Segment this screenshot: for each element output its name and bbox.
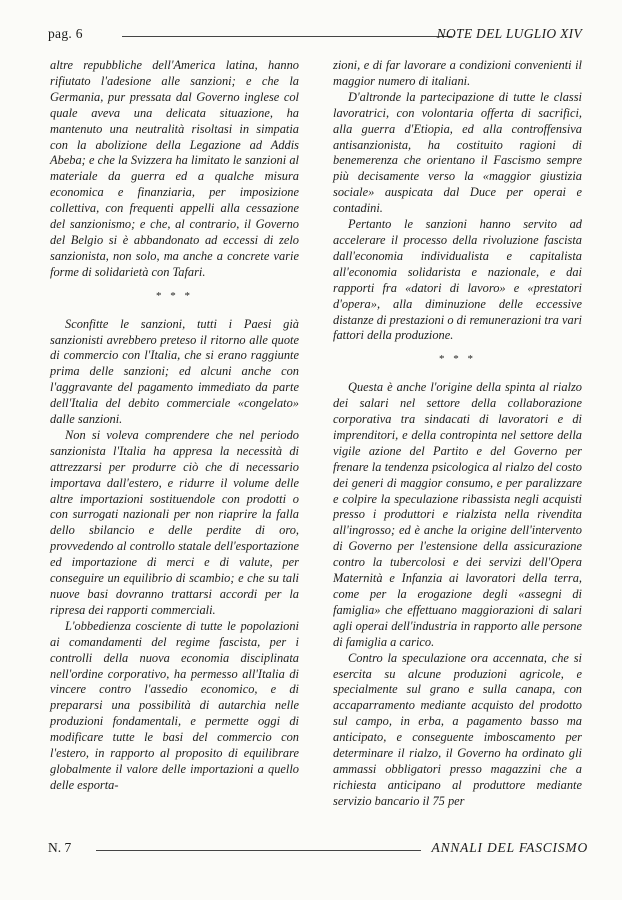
journal-name: ANNALI DEL FASCISMO <box>431 840 588 855</box>
paragraph: zioni, e di far lavorare a condizioni convenienti il maggior numero di italiani. <box>333 58 582 88</box>
running-title: NOTE DEL LUGLIO XIV <box>436 26 582 41</box>
page-footer <box>48 840 588 860</box>
right-column <box>333 58 582 810</box>
page-number: pag. 6 <box>48 26 83 41</box>
paragraph: D'altronde la partecipazione di tutte le classi lavoratrici, con volontaria offerta di sacrifici, alla guerra d'Etiopia, ed alla controffensiva antisanzionista, ha costituito ragioni di benemerenza che orientano il Fascismo sempre più decisamente verso la «maggior giustizia sociale» auspicata dal Duce per operai e contadini. <box>333 89 582 216</box>
header-rule <box>122 36 452 37</box>
issue-number: N. 7 <box>48 840 72 855</box>
paragraph: Contro la speculazione ora accennata, che si esercita su alcune produzioni agricole, e specialmente sul grano e sulla canapa, con accaparramento mediante acquisto del prodotto sul campo, in erba, a pagamento basso ma anticipato, e conseguente imboscamento per determinare il rialzo, il Governo ha ordinato gli ammassi obbligatori presso magazzini che a richiesta anticipano al produttore mediante servizio bancario il 75 per <box>333 650 582 808</box>
footer-rule <box>96 850 421 851</box>
paragraph: altre repubbliche dell'America latina, hanno rifiutato l'adesione alle sanzioni; e che la Germania, pur pressata dal Governo inglese col quale aveva una delicata situazione, ha mantenuto una neutralità risoltasi in simpatia con la abolizione della Legazione ad Addis Abeba; e che la Svizzera ha limitato le sanzioni al materiale da guerra ed a qualche misura economica e finanziaria, per imposizione collettiva, con frequenti appelli alla cessazione del sanzionismo; e che, al contrario, il Governo del Belgio si è abbandonato ad eccessi di zelo sanzionista, non solo, ma anche a concrete varie forme di solidarietà con Tafari. <box>50 58 299 279</box>
section-separator: * * * <box>156 289 193 302</box>
left-column <box>50 58 299 794</box>
paragraph: Sconfitte le sanzioni, tutti i Paesi già sanzionisti avrebbero preteso il ritorno alle quote di commercio con l'Italia, che si erano raggiunte prima delle sanzioni; ed alcuni anche con l'aggravante del pagamento immediato da parte dell'Italia del debito commerciale «congelato» dalle sanzioni. <box>50 316 299 427</box>
paragraph: Pertanto le sanzioni hanno servito ad accelerare il processo della rivoluzione fascista dall'economia individualista e capitalista all'economia solidarista e nazionale, e dai rapporti fra «datori di lavoro» e «prestatori d'opera», alla diminuzione delle eccessive distanze di prestazioni o di remunerazioni tra vari fattori della produzione. <box>333 217 582 343</box>
paragraph: Questa è anche l'origine della spinta al rialzo dei salari nel settore della collaborazione corporativa tra sindacati di lavoratori e di imprenditori, e della contropinta nel settore della vigile azione del Partito e del Governo per frenare la tendenza psicologica al rialzo del costo dei generi di maggior consumo, e per paralizzare e colpire la speculazione ribassista negli acquisti presso i produttori e rialzista nella rivendita all'ingrosso; ed è anche la origine dell'intervento di Governo per l'estensione della assicurazione contro la tubercolosi e dei servizi dell'Opera Maternità e Infanzia ai lavoratori della terra, come per la erogazione degli «assegni di famiglia» che effettuano maggiorazioni di salari agli operai dell'industria in rapporto alle persone di famiglia a carico. <box>333 380 582 649</box>
paragraph: Non si voleva comprendere che nel periodo sanzionista l'Italia ha appresa la necessità di attrezzarsi per produrre ciò che di necessario importava dall'estero, e ridurre il volume delle altre importazioni sostituendole con prodotti o con surrogati nazionali per non riaprire la falla dello sbilancio e delle perdite di oro, provvedendo al controllo statale dell'esportazione ed importazione di merci e di valute, per conseguire un equilibrio di scambio; e che su tali nuove basi dovranno trattarsi accordi per la ripresa dei rapporti commerciali. <box>50 427 299 617</box>
page-header <box>42 26 582 46</box>
section-separator: * * * <box>439 353 476 366</box>
paragraph: L'obbedienza cosciente di tutte le popolazioni ai comandamenti del regime fascista, per i controlli della nuova economia disciplinata nell'ordine corporativo, ha permesso all'Italia di vincere contro l'assedio economico, e di prepararsi una possibilità di autarchia nelle produzioni fondamentali, e permette oggi di modificare tutte le basi del commercio con l'estero, in rapporto al proposito di equilibrare globalmente il valore delle importazioni a quello delle esporta- <box>50 618 299 792</box>
